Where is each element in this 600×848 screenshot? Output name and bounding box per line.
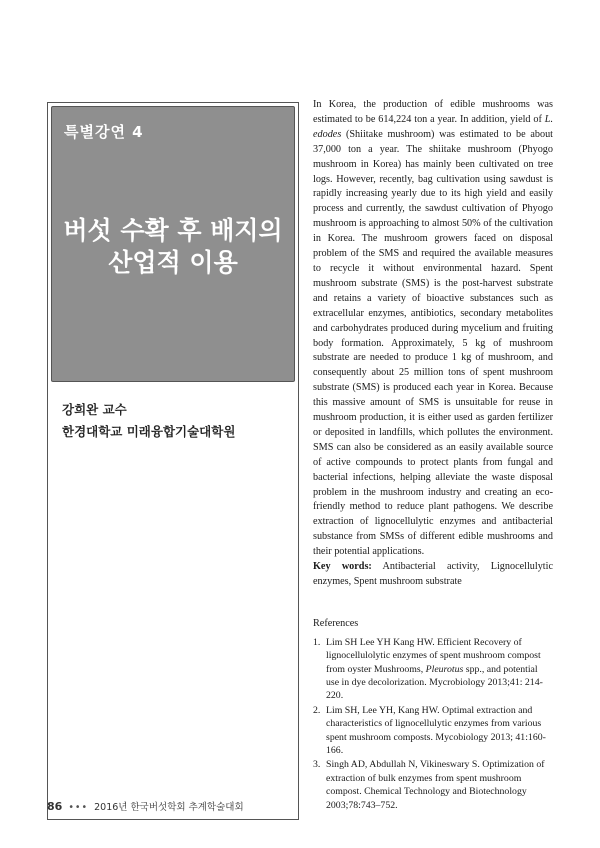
lecture-title-line2: 산업적 이용 — [108, 248, 238, 277]
author-affiliation: 한경대학교 미래융합기술대학원 — [62, 424, 236, 439]
reference-number: 3. — [313, 759, 321, 771]
reference-italic: Pleurotus — [425, 663, 464, 675]
references-list — [313, 636, 553, 812]
reference-text-end: spp., and potential use in dye decolorization. Mycrobiology 2013;41: 214-220. — [326, 663, 543, 702]
reference-item — [313, 704, 553, 758]
references-heading: References — [313, 617, 359, 629]
page-footer — [47, 799, 244, 813]
page-number: 86 — [47, 800, 63, 813]
species-name: L. edodes — [313, 113, 553, 140]
title-box — [51, 106, 295, 382]
lecture-title-line1: 버섯 수확 후 배지의 — [63, 216, 283, 245]
abstract-text — [313, 98, 553, 560]
abstract-part2: (Shiitake mushroom) was estimated to be about 37,000 ton a year. The shiitake mushroom (Phyogo mushroom in Korea) has mainly been cultivated on tree logs. However, recently, bag cultivation using sawdust is rapidly increasing yearly due to its high yield and easily process and currently, the sawdust cultivation of Phyogo mushroom is approaching to almost 50% of the cultivation in Korea. The mushroom growers faced on disposal problem of the SMS and required the available measures to recycle it without environmental hazard. Spent mushroom substrate (SMS) is the post-harvest substrate and retains a variety of bioactive substances such as extracellular enzymes, antibiotics, secondary metabolites and carbohydrates produced during mycelium and fruiting body formation. Approximately, 5 kg of mushroom substrate are needed to produce 1 kg of mushroom, and consequently about 25 million tons of spent mushroom substrate (SMS) is produced each year in Korea. Because this massive amount of SMS is unsuitable for reuse in mushroom production, it is either used as garden fertilizer or deposited in landfills, which pollutes the environment. SMS can also be considered as an easily available source of active compounds to protect plants from fungal and bacterial infections, helping alleviate the waste disposal problem in the mushroom industry and creating an eco- friendly method to reduce plant pathogens. We describe extraction of lignocellulytic enzymes and antibacterial substance from SMSs of different edible mushrooms and their potential applications. — [313, 128, 553, 558]
reference-number: 2. — [313, 704, 321, 716]
lecture-title — [52, 215, 294, 279]
abstract-part1: In Korea, the production of edible mushrooms was estimated to be 614,224 ton a year. In addition, yield of — [313, 99, 553, 125]
reference-text: Singh AD, Abdullah N, Vikineswary S. Optimization of extraction of bulk enzymes from spent mushroom compost. Chemical Technology and Biotechnology 2003;78:743–752. — [326, 759, 545, 811]
reference-number: 1. — [313, 636, 321, 648]
footer-text: 2016년 한국버섯학회 추계학술대회 — [94, 802, 244, 813]
footer-dots: ••• — [68, 802, 89, 813]
keywords-text: Antibacterial activity, Lignocellulytic enzymes, Spent mushroom substrate — [313, 561, 553, 587]
reference-text: Lim SH, Lee YH, Kang HW. Optimal extraction and characteristics of lignocellulytic enzymes from various spent mushroom composts. Mycobiology 2013; 41:160-166. — [326, 704, 546, 757]
keywords-label: Key words: — [313, 561, 372, 573]
author-block — [62, 399, 235, 443]
keywords — [313, 560, 553, 590]
abstract-column — [313, 98, 553, 813]
reference-text: Lim SH Lee YH Kang HW. Efficient Recovery of lignocellulolytic enzymes of spent mushroom compost from oyster Mushrooms, — [326, 636, 541, 675]
title-panel — [47, 102, 299, 820]
reference-item — [313, 636, 553, 703]
reference-item — [313, 758, 553, 812]
author-name: 강희완 교수 — [62, 402, 127, 417]
session-label: 특별강연 4 — [64, 123, 144, 141]
